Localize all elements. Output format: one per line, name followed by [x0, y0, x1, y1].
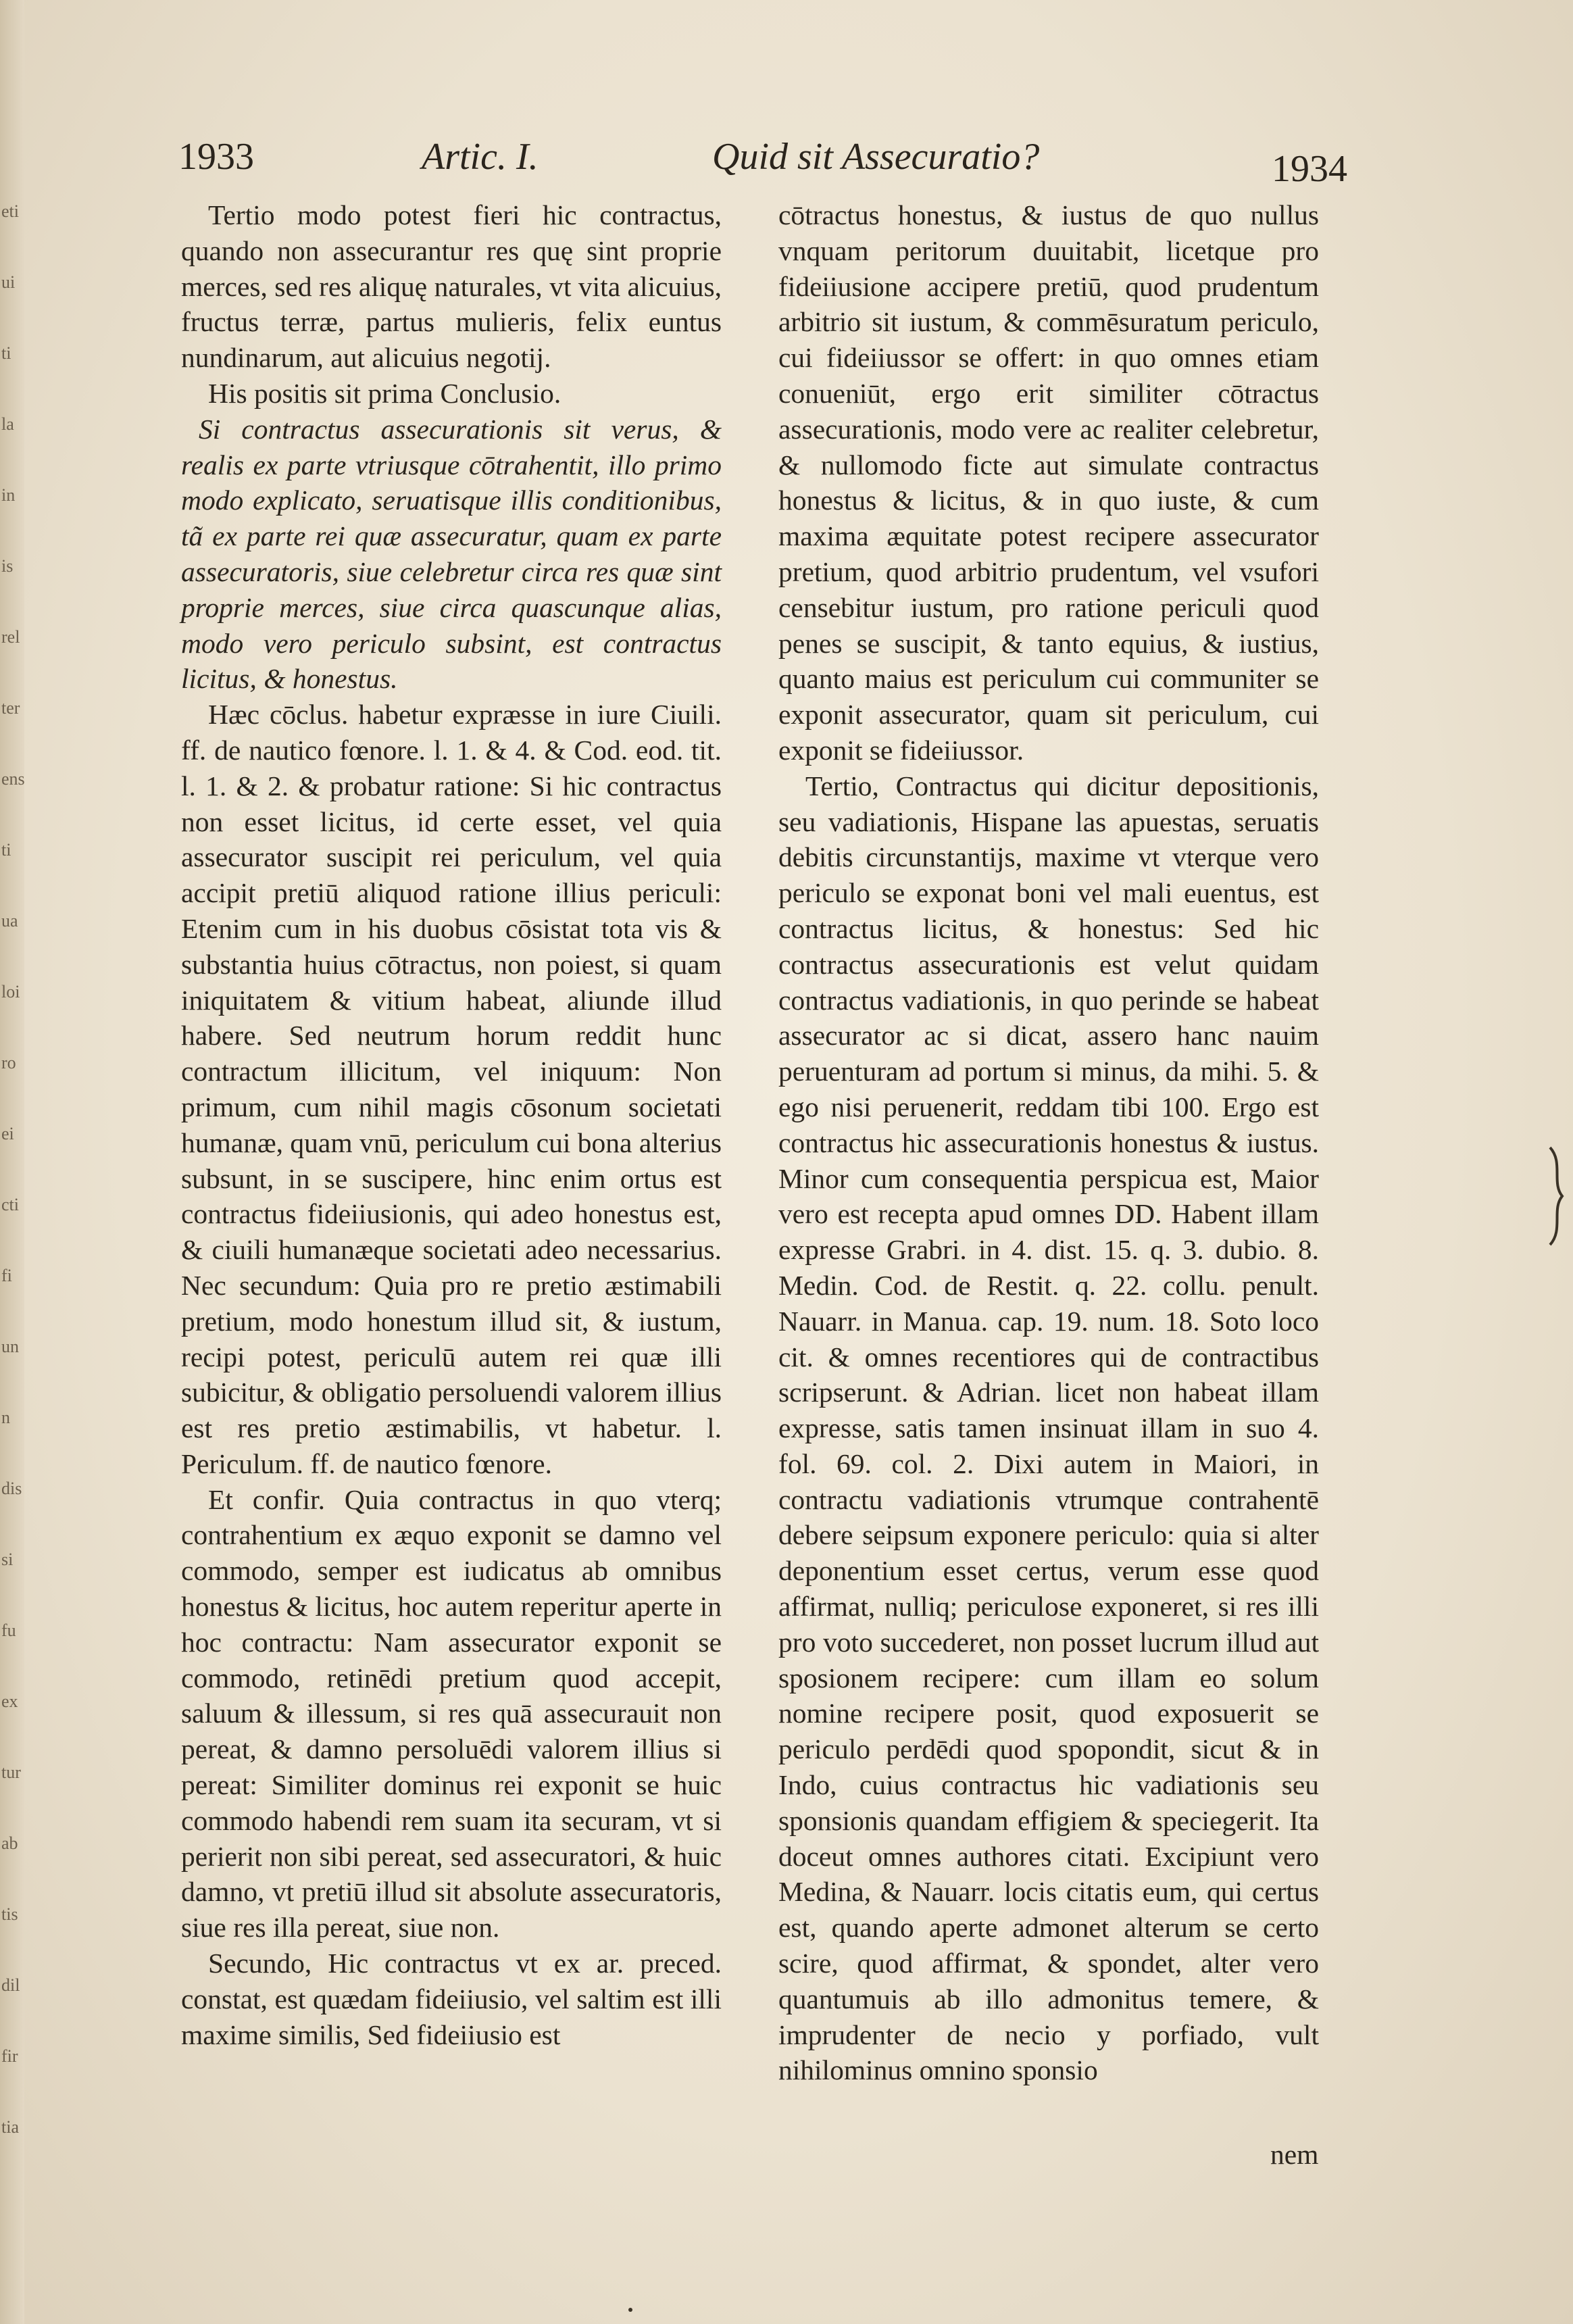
conclusion-statement: Si contractus assecurationis sit verus, & realis ex parte vtriusque cōtrahentit, illo primo modo explicato, seruatisque illis conditionibus, tã ex parte rei quæ assecuratur, quam ex parte assecuratoris, siue celebretur circa res quæ sint proprie merces, siue circa quascunque alias, modo vero periculo subsint, est contractus licitus, & honestus. — [181, 413, 722, 695]
catchword: nem — [1270, 2139, 1319, 2170]
gutter-text-fragment: ter — [1, 698, 20, 718]
gutter-text-fragment: eti — [1, 201, 19, 221]
gutter-text-fragment: ei — [1, 1124, 14, 1143]
paragraph: Et confir. Quia contractus in quo vterq; contrahentium ex æquo exponit se damno vel commodo, semper est iudicatus ab omnibus honestus & licitus, hoc autem reperitur aperte in hoc contractu: Nam assecurator exponit se commodo, retinēdi pretium quod accepit, saluum & illessum, si res quā assecurauit non pereat, & damno persoluēdi valorem illius si pereat: Similiter dominus rei exponit se huic commodo habendi rem suam ita securam, vt si perierit non sibi pereat, sed assecuratori, & huic damno, vt pretiū illud sit absolute assecuratoris, siue res illa pereat, siue non. — [181, 1483, 722, 1944]
gutter-text-fragment: fir — [1, 2046, 18, 2066]
gutter-text-fragment: cti — [1, 1195, 19, 1214]
left-text-column — [181, 197, 722, 2052]
gutter-text-fragment: loi — [1, 982, 20, 1002]
gutter-text-fragment: n — [1, 1408, 10, 1427]
gutter-text-fragment: dis — [1, 1479, 22, 1498]
paragraph: Tertio, Contractus qui dicitur depositionis, seu vadiationis, Hispane las apuestas, seruatis debitis circunstantijs, maxime vt vterque vero periculo se exponat boni vel mali euentus, est contractus licitus, & honestus: Sed hic contractus assecurationis est velut quidam contractus vadiationis, in quo perinde se habeat assecurator ac si dicat, assero hanc nauim peruenturam ad portum si minus, da mihi. 5. & ego nisi peruenerit, reddam tibi 100. Ergo est contractus hic assecurationis honestus & iustus. Minor cum consequentia perspicua est, Maior vero est recepta apud omnes DD. Habent illam expresse Grabri. in 4. dist. 15. q. 3. dubio. 8. Medin. Cod. de Restit. q. 22. collu. penult. Nauarr. in Manua. cap. 19. num. 18. Soto loco cit. & omnes recentiores qui de contractibus scripserunt. & Adrian. licet non habeat illam expresse, satis tamen insinuat illam in suo 4. fol. 69. col. 2. Dixi autem in Maiori, in contractu vadiationis vtrumque contrahentē debere seipsum exponere periculo: quia si alter deponentium esset certus, verum esse quod affirmat, nulliq; periculose exponeret, si res illi pro voto succederet, non posset lucrum illud aut sposionem recipere: cum illam eo solum nomine recipere posit, quod exposuerit se periculo perdēdi quod spopondit, sicut & in Indo, cuius contractus hic vadiationis seu sponsionis quandam effigiem & speciegerit. Ita doceut omnes authores citati. Excipiunt vero Medina, & Nauarr. locis citatis eum, qui certus est, quando aperte admonet alterum se certo scire, quod affirmat, & spondet, alter vero quantumuis ab illo admonitus temere, & imprudenter de necio y porfiado, vult nihilominus omnino sponsio — [778, 770, 1319, 2086]
gutter-text-fragment: ti — [1, 343, 11, 363]
page-number-right: 1934 — [1272, 148, 1347, 190]
section-title: Quid sit Assecuratio? — [712, 136, 1040, 178]
gutter-text-fragment: in — [1, 485, 16, 505]
left-page-edge — [0, 0, 24, 2324]
gutter-text-fragment: fi — [1, 1266, 12, 1285]
gutter-text-fragment: tis — [1, 1904, 18, 1924]
gutter-text-fragment: un — [1, 1337, 19, 1356]
gutter-text-fragment: ro — [1, 1053, 16, 1072]
gutter-text-fragment: rel — [1, 627, 20, 647]
page-number-left: 1933 — [178, 136, 254, 178]
page-mark — [628, 2308, 632, 2312]
gutter-text-fragment: ex — [1, 1691, 18, 1711]
paragraph: Hæc cōclus. habetur expræsse in iure Ciuili. ff. de nautico fœnore. l. 1. & 4. & Cod. eod. tit. l. 1. & 2. & probatur ratione: Si hic contractus non esset licitus, id certe esset, vel quia assecurator suscipit rei periculum, vel quia accipit pretiū aliquod ratione illius periculi: Etenim cum in his duobus cōsistat tota vis & substantia huius cōtractus, non poiest, si quam iniquitatem & vitium habeat, aliunde illud habere. Sed neutrum horum reddit hunc contractum illicitum, vel iniquum: Non primum, cum nihil magis cōsonum societati humanæ, quam vnū, periculum cui bona alterius subsunt, in se suscipere, hinc enim ortus est contractus fideiiusionis, qui adeo honestus est, & ciuili humanæque societati adeo necessarius. Nec secundum: Quia pro re pretio æstimabili pretium, modo honestum illud sit, & iustum, recipi potest, periculū autem rei quæ illi subicitur, & obligatio persoluendi valorem illius est res pretio æstimabilis, vt habetur. l. Periculum. ff. de nautico fœnore. — [181, 699, 722, 1479]
gutter-text-fragment: ens — [1, 769, 25, 789]
paragraph: Tertio modo potest fieri hic contractus, quando non assecurantur res quę sint proprie merces, sed res aliquę naturales, vt vita alicuius, fructus terræ, partus mulieris, felix euntus nundinarum, aut alicuius negotij. — [181, 199, 722, 374]
gutter-text-fragment: ab — [1, 1833, 18, 1853]
paragraph: Secundo, Hic contractus vt ex ar. preced. constat, est quædam fideiiusio, vel saltim est illi maxime similis, Sed fideiiusio est — [181, 1948, 722, 2050]
article-heading: Artic. I. — [422, 136, 539, 178]
gutter-text-fragment: tia — [1, 2117, 19, 2137]
gutter-text-fragment: ti — [1, 840, 11, 860]
paragraph: cōtractus honestus, & iustus de quo nullus vnquam peritorum duuitabit, licetque pro fideiiusione accipere pretiū, quod prudentum arbitrio sit iustum, & commēsuratum periculo, cui fideiiussor se offert: in quo omnes etiam conueniūt, ergo erit similiter cōtractus assecurationis, modo vere ac realiter celebretur, & nullomodo ficte aut simulate contractus honestus & licitus, & in quo iuste, & cum maxima æquitate potest recipere assecurator pretium, quod arbitrio prudentum, vel vsufori censebitur iustum, pro ratione periculi quod penes se suscipit, & tanto equius, & iustius, quanto maius est periculum cui communiter se exponit assecurator, quam sit periculum, cui exponit se fideiiussor. — [778, 199, 1319, 766]
gutter-text-fragment: si — [1, 1550, 14, 1569]
right-text-column — [778, 197, 1319, 2088]
page-edge-bracket — [1545, 1142, 1572, 1250]
gutter-text-fragment: ua — [1, 911, 18, 931]
gutter-text-fragment: la — [1, 414, 14, 434]
gutter-text-fragment: ui — [1, 272, 16, 292]
running-header — [178, 135, 1347, 196]
gutter-text-fragment: fu — [1, 1621, 16, 1640]
gutter-text-fragment: tur — [1, 1762, 21, 1782]
gutter-text-fragment: is — [1, 556, 14, 576]
gutter-text-fragment: dil — [1, 1975, 20, 1995]
conclusion-heading: His positis sit prima Conclusio. — [208, 377, 561, 409]
